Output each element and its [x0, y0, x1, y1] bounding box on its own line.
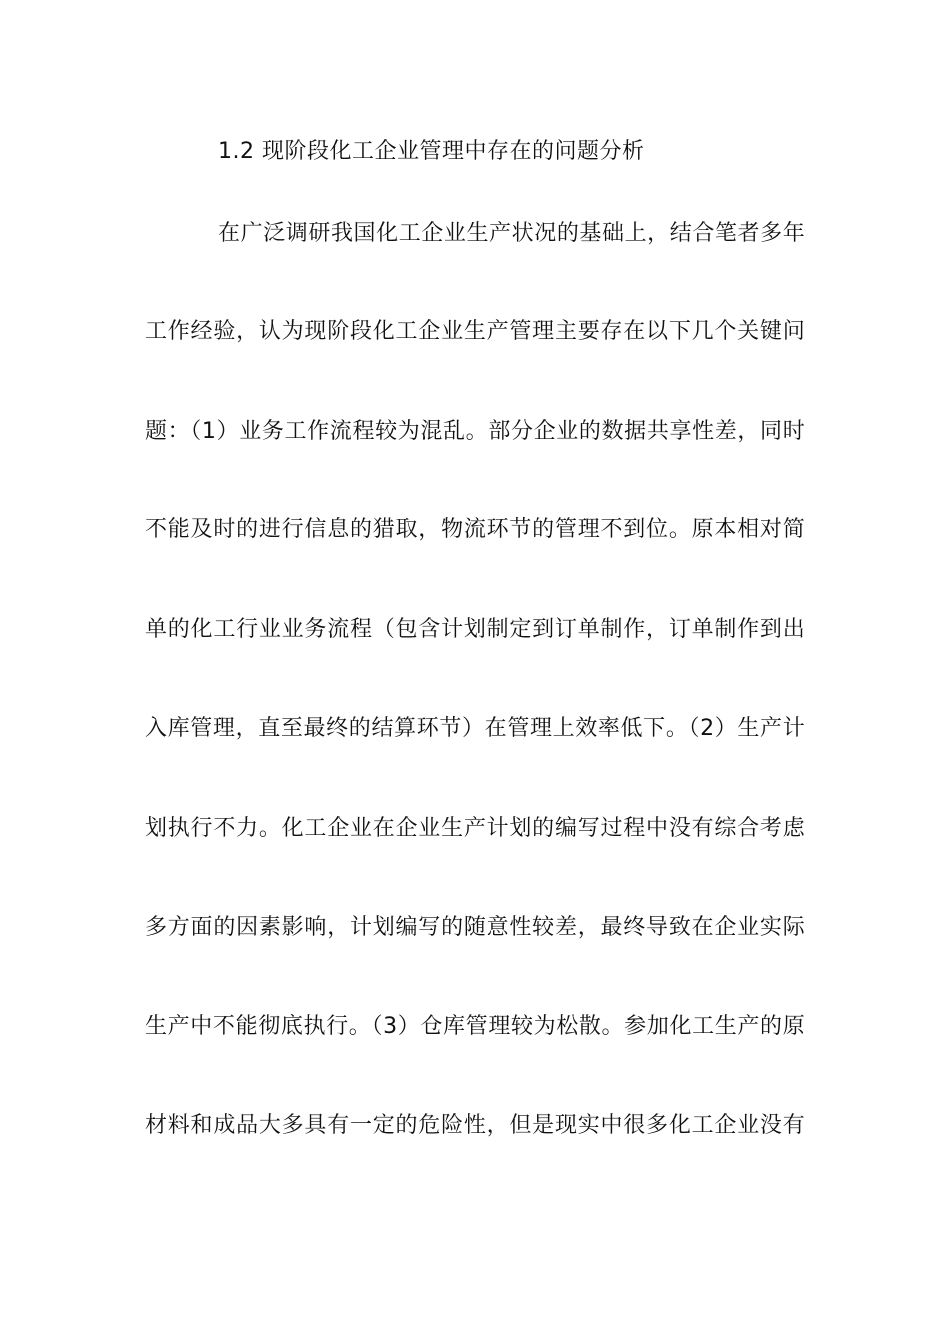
paragraph-line: 工作经验，认为现阶段化工企业生产管理主要存在以下几个关键问 [145, 319, 805, 344]
paragraph-line: 多方面的因素影响，计划编写的随意性较差，最终导致在企业实际 [145, 915, 805, 940]
paragraph-line: 题：（1）业务工作流程较为混乱。部分企业的数据共享性差，同时 [145, 419, 805, 444]
paragraph-line: 入库管理，直至最终的结算环节）在管理上效率低下。（2）生产计 [145, 716, 805, 741]
paragraph-line: 在广泛调研我国化工企业生产状况的基础上，结合笔者多年 [218, 221, 805, 246]
paragraph-line: 生产中不能彻底执行。（3）仓库管理较为松散。参加化工生产的原 [145, 1014, 805, 1039]
paragraph-line: 材料和成品大多具有一定的危险性，但是现实中很多化工企业没有 [145, 1113, 805, 1138]
paragraph-line: 不能及时的进行信息的猎取，物流环节的管理不到位。原本相对简 [145, 517, 805, 542]
section-heading: 1.2 现阶段化工企业管理中存在的问题分析 [218, 139, 645, 164]
paragraph-line: 单的化工行业业务流程（包含计划制定到订单制作，订单制作到出 [145, 617, 805, 642]
paragraph-line: 划执行不力。化工企业在企业生产计划的编写过程中没有综合考虑 [145, 816, 805, 841]
